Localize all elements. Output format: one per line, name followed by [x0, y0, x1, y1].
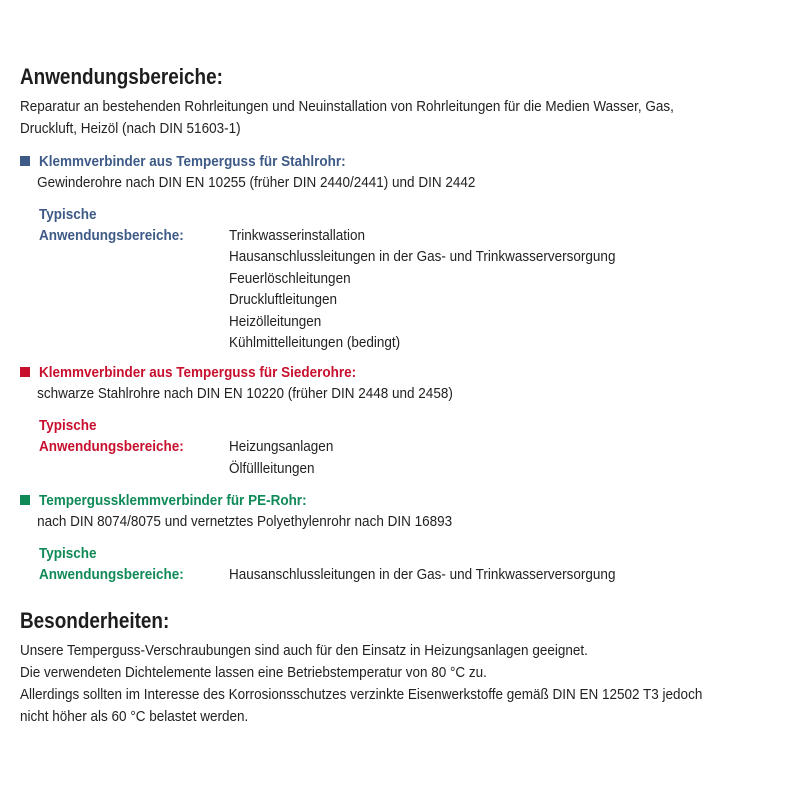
intro-line: Reparatur an bestehenden Rohrleitungen und Neuinstallation von Rohrleitungen für die Medien Wasser, Gas,: [20, 98, 674, 115]
section-stahlrohr: [20, 150, 780, 353]
applications-list: [229, 225, 658, 353]
applications-block: [20, 415, 780, 479]
square-bullet-icon: [20, 367, 30, 377]
heading-anwendungsbereiche: Anwendungsbereiche:: [20, 64, 223, 89]
besonderheiten-block: [20, 606, 780, 728]
application-item: Trinkwasserinstallation: [229, 227, 366, 244]
section-title: Klemmverbinder aus Temperguss für Siederohre:: [39, 363, 357, 381]
label-line: Anwendungsbereiche:: [39, 566, 184, 584]
square-bullet-icon: [20, 495, 30, 505]
applications-label: [39, 543, 229, 585]
section-subtitle: Gewinderohre nach DIN EN 10255 (früher DIN 2440/2441) und DIN 2442: [37, 174, 476, 191]
application-item: Heizungsanlagen: [229, 438, 334, 456]
heading-besonderheiten: Besonderheiten:: [20, 607, 170, 633]
application-item: Heizölleitungen: [229, 312, 322, 330]
section-header: [20, 489, 780, 511]
application-item: Hausanschlussleitungen in der Gas- und Trinkwasserversorgung: [229, 248, 616, 266]
application-item: Hausanschlussleitungen in der Gas- und Trinkwasserversorgung: [229, 566, 616, 584]
intro-paragraph: [20, 96, 780, 140]
besonderheiten-paragraph: [20, 640, 780, 728]
application-item: Ölfüllleitungen: [229, 459, 315, 477]
besonderheiten-line: nicht höher als 60 °C belastet werden.: [20, 707, 249, 725]
application-item: Druckluftleitungen: [229, 291, 338, 309]
application-item: Kühlmittelleitungen (bedingt): [229, 334, 401, 352]
applications-block: [20, 543, 780, 585]
applications-block: [20, 204, 780, 353]
label-line: Anwendungsbereiche:: [39, 227, 184, 244]
application-item: Feuerlöschleitungen: [229, 269, 351, 287]
applications-label: [39, 204, 229, 353]
section-header: [20, 361, 780, 383]
label-line: Typische: [39, 545, 97, 563]
applications-list: [229, 436, 345, 479]
section-siederohre: [20, 361, 780, 479]
intro-line: Druckluft, Heizöl (nach DIN 51603-1): [20, 120, 241, 137]
label-line: Typische: [39, 417, 97, 435]
besonderheiten-line: Allerdings sollten im Interesse des Korrosionsschutzes verzinkte Eisenwerkstoffe gemäß DIN EN 12502 T3 jedoch: [20, 685, 703, 703]
applications-label: [39, 415, 229, 479]
section-title: Tempergussklemmverbinder für PE-Rohr:: [39, 491, 307, 509]
section-subtitle: nach DIN 8074/8075 und vernetztes Polyethylenrohr nach DIN 16893: [37, 513, 453, 531]
section-pe-rohr: [20, 489, 780, 585]
section-subtitle: schwarze Stahlrohre nach DIN EN 10220 (früher DIN 2448 und 2458): [37, 385, 453, 403]
besonderheiten-line: Die verwendeten Dichtelemente lassen eine Betriebstemperatur von 80 °C zu.: [20, 663, 487, 681]
besonderheiten-line: Unsere Temperguss-Verschraubungen sind auch für den Einsatz in Heizungsanlagen geeignet.: [20, 641, 588, 659]
document: [20, 62, 780, 728]
label-line: Typische: [39, 206, 97, 223]
section-header: [20, 150, 780, 172]
label-line: Anwendungsbereiche:: [39, 438, 184, 456]
section-title: Klemmverbinder aus Temperguss für Stahlrohr:: [39, 152, 346, 170]
applications-list: [229, 564, 658, 585]
square-bullet-icon: [20, 156, 30, 166]
